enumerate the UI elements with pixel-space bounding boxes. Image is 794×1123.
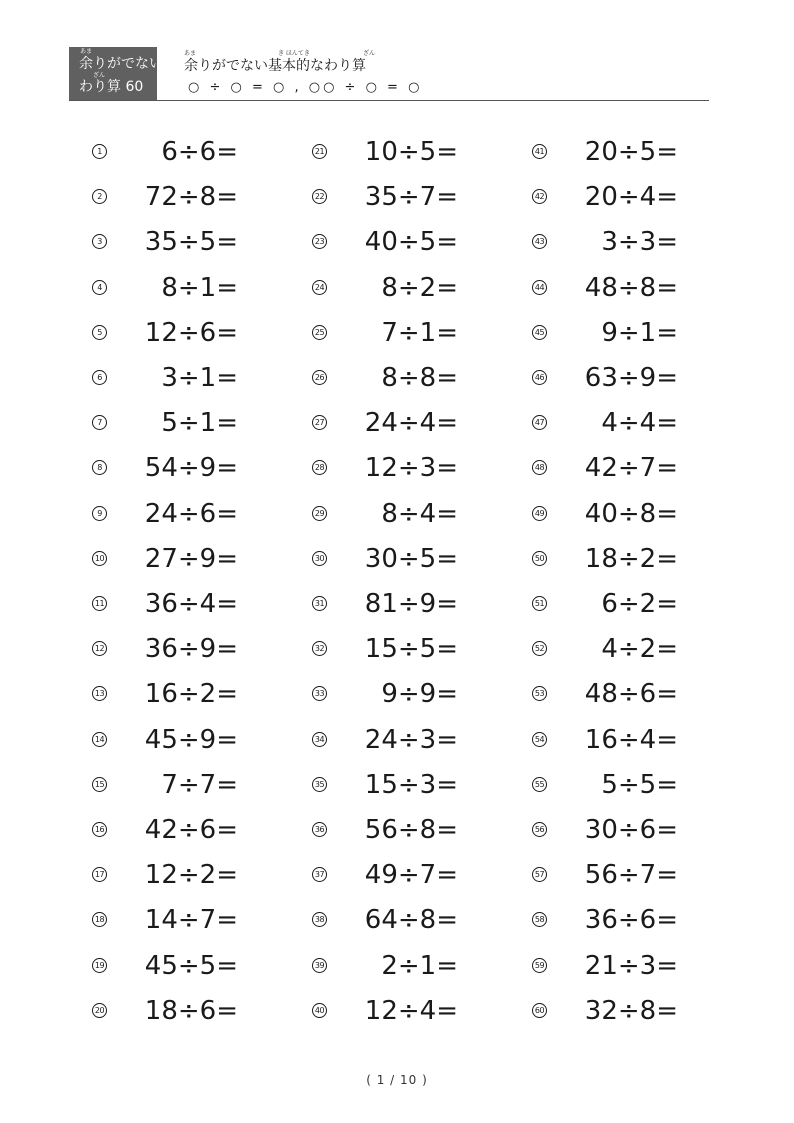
badge-title-line2: わり算 60: [79, 79, 144, 95]
problem-item: [92, 182, 292, 212]
problem-number: 52: [532, 641, 547, 656]
problem-number: 39: [312, 958, 327, 973]
problem-item: [92, 634, 292, 664]
problem-expression: 12÷4=: [364, 996, 458, 1026]
problem-item: [532, 544, 732, 574]
problem-expression: 6÷2=: [601, 589, 678, 619]
problem-number: 13: [92, 686, 107, 701]
problem-expression: 12÷2=: [144, 860, 238, 890]
problem-number: 57: [532, 867, 547, 882]
problem-item: [312, 815, 512, 845]
problem-expression: 24÷4=: [364, 408, 458, 438]
problem-number: 6: [92, 370, 107, 385]
problem-expression: 14÷7=: [144, 905, 238, 935]
problem-item: [312, 453, 512, 483]
badge-ruby-zan: ざん: [93, 72, 106, 79]
problem-expression: 10÷5=: [364, 137, 458, 167]
problem-number: 5: [92, 325, 107, 340]
problem-expression: 7÷1=: [381, 318, 458, 348]
problem-item: [92, 860, 292, 890]
problem-expression: 45÷9=: [144, 725, 238, 755]
problem-item: [532, 815, 732, 845]
problem-expression: 2÷1=: [381, 951, 458, 981]
problem-number: 26: [312, 370, 327, 385]
badge-ruby-ama: あま: [80, 48, 93, 55]
problem-number: 11: [92, 596, 107, 611]
problem-number: 10: [92, 551, 107, 566]
problem-item: [312, 318, 512, 348]
problem-item: [532, 363, 732, 393]
problem-number: 51: [532, 596, 547, 611]
problem-expression: 16÷2=: [144, 679, 238, 709]
problem-number: 24: [312, 280, 327, 295]
title-ruby-zan: ざん: [363, 50, 376, 57]
problem-item: [312, 589, 512, 619]
problem-number: 49: [532, 506, 547, 521]
problem-number: 27: [312, 415, 327, 430]
problem-item: [532, 634, 732, 664]
problem-expression: 20÷5=: [584, 137, 678, 167]
worksheet-title: 余りがでない基本的なわり算: [184, 58, 366, 74]
problem-item: [312, 725, 512, 755]
problem-item: [532, 273, 732, 303]
problem-item: [312, 996, 512, 1026]
problem-item: [92, 679, 292, 709]
problem-item: [532, 679, 732, 709]
problem-number: 22: [312, 189, 327, 204]
problem-number: 46: [532, 370, 547, 385]
problem-expression: 9÷1=: [601, 318, 678, 348]
problem-item: [92, 227, 292, 257]
problem-item: [532, 725, 732, 755]
problem-item: [532, 996, 732, 1026]
problem-expression: 20÷4=: [584, 182, 678, 212]
problem-expression: 48÷8=: [584, 273, 678, 303]
problem-expression: 15÷3=: [364, 770, 458, 800]
problem-item: [532, 589, 732, 619]
problem-item: [532, 499, 732, 529]
problem-number: 16: [92, 822, 107, 837]
problem-expression: 49÷7=: [364, 860, 458, 890]
problem-item: [312, 273, 512, 303]
problem-pattern: ○ ÷ ○ = ○ , ○○ ÷ ○ = ○: [188, 80, 423, 95]
problem-number: 41: [532, 144, 547, 159]
problem-item: [312, 679, 512, 709]
problem-number: 48: [532, 460, 547, 475]
problem-number: 45: [532, 325, 547, 340]
problem-item: [312, 408, 512, 438]
problem-item: [532, 453, 732, 483]
worksheet-badge: [69, 47, 163, 101]
problem-expression: 45÷5=: [144, 951, 238, 981]
problem-item: [92, 499, 292, 529]
problem-item: [312, 860, 512, 890]
problem-expression: 36÷4=: [144, 589, 238, 619]
problem-item: [92, 408, 292, 438]
problem-number: 23: [312, 234, 327, 249]
problem-item: [312, 227, 512, 257]
problem-item: [312, 363, 512, 393]
problem-number: 58: [532, 912, 547, 927]
problem-expression: 56÷8=: [364, 815, 458, 845]
problem-expression: 30÷5=: [364, 544, 458, 574]
problem-item: [92, 544, 292, 574]
problem-number: 38: [312, 912, 327, 927]
problem-item: [92, 273, 292, 303]
problem-number: 3: [92, 234, 107, 249]
problem-item: [92, 951, 292, 981]
problem-expression: 40÷5=: [364, 227, 458, 257]
problem-item: [312, 182, 512, 212]
problem-expression: 35÷7=: [364, 182, 458, 212]
problem-expression: 54÷9=: [144, 453, 238, 483]
problem-number: 60: [532, 1003, 547, 1018]
problem-number: 47: [532, 415, 547, 430]
problem-item: [92, 137, 292, 167]
problem-item: [312, 951, 512, 981]
problem-number: 12: [92, 641, 107, 656]
page-number: ( 1 / 10 ): [366, 1073, 428, 1087]
problem-number: 17: [92, 867, 107, 882]
problem-expression: 8÷2=: [381, 273, 458, 303]
problem-expression: 4÷2=: [601, 634, 678, 664]
problem-number: 1: [92, 144, 107, 159]
problem-expression: 63÷9=: [584, 363, 678, 393]
problem-item: [532, 137, 732, 167]
problem-number: 59: [532, 958, 547, 973]
problem-item: [312, 905, 512, 935]
problem-item: [92, 453, 292, 483]
problem-expression: 27÷9=: [144, 544, 238, 574]
problem-number: 33: [312, 686, 327, 701]
problem-number: 36: [312, 822, 327, 837]
problem-number: 18: [92, 912, 107, 927]
problem-expression: 64÷8=: [364, 905, 458, 935]
problem-number: 54: [532, 732, 547, 747]
worksheet-title-block: [180, 47, 708, 101]
badge-title-line1: 余りがでない: [79, 56, 163, 72]
problem-number: 7: [92, 415, 107, 430]
problem-number: 4: [92, 280, 107, 295]
problem-number: 50: [532, 551, 547, 566]
problem-expression: 40÷8=: [584, 499, 678, 529]
problem-expression: 35÷5=: [144, 227, 238, 257]
problem-number: 2: [92, 189, 107, 204]
title-ruby-ama: あま: [184, 50, 197, 57]
problem-expression: 24÷3=: [364, 725, 458, 755]
problem-item: [92, 996, 292, 1026]
problem-item: [92, 905, 292, 935]
problem-item: [312, 770, 512, 800]
problem-expression: 48÷6=: [584, 679, 678, 709]
problem-expression: 8÷4=: [381, 499, 458, 529]
problem-item: [312, 499, 512, 529]
problem-item: [92, 725, 292, 755]
problem-expression: 15÷5=: [364, 634, 458, 664]
problem-number: 40: [312, 1003, 327, 1018]
problem-expression: 32÷8=: [584, 996, 678, 1026]
problem-item: [92, 363, 292, 393]
problem-number: 29: [312, 506, 327, 521]
problem-number: 34: [312, 732, 327, 747]
problem-number: 19: [92, 958, 107, 973]
problem-item: [532, 860, 732, 890]
problem-expression: 18÷2=: [584, 544, 678, 574]
problem-expression: 3÷1=: [161, 363, 238, 393]
problem-expression: 8÷1=: [161, 273, 238, 303]
problem-number: 55: [532, 777, 547, 792]
problem-expression: 21÷3=: [584, 951, 678, 981]
problem-expression: 6÷6=: [161, 137, 238, 167]
problem-number: 30: [312, 551, 327, 566]
problem-expression: 56÷7=: [584, 860, 678, 890]
problem-item: [92, 815, 292, 845]
problem-number: 37: [312, 867, 327, 882]
problem-item: [532, 182, 732, 212]
problem-expression: 5÷1=: [161, 408, 238, 438]
problem-expression: 12÷3=: [364, 453, 458, 483]
problem-number: 21: [312, 144, 327, 159]
problem-expression: 81÷9=: [364, 589, 458, 619]
problem-item: [312, 634, 512, 664]
problem-number: 35: [312, 777, 327, 792]
problem-expression: 4÷4=: [601, 408, 678, 438]
problem-item: [532, 318, 732, 348]
problem-number: 42: [532, 189, 547, 204]
problem-expression: 42÷7=: [584, 453, 678, 483]
problem-expression: 7÷7=: [161, 770, 238, 800]
problem-number: 31: [312, 596, 327, 611]
problem-expression: 72÷8=: [144, 182, 238, 212]
problem-item: [532, 770, 732, 800]
header-divider: [69, 100, 709, 101]
problem-expression: 36÷6=: [584, 905, 678, 935]
problem-number: 28: [312, 460, 327, 475]
problem-number: 53: [532, 686, 547, 701]
problem-expression: 36÷9=: [144, 634, 238, 664]
problem-number: 9: [92, 506, 107, 521]
problem-item: [92, 770, 292, 800]
problem-expression: 18÷6=: [144, 996, 238, 1026]
problem-item: [532, 905, 732, 935]
problem-item: [312, 137, 512, 167]
problem-item: [92, 318, 292, 348]
problem-expression: 3÷3=: [601, 227, 678, 257]
problem-number: 32: [312, 641, 327, 656]
problem-expression: 42÷6=: [144, 815, 238, 845]
problem-item: [532, 951, 732, 981]
problem-number: 44: [532, 280, 547, 295]
problem-number: 56: [532, 822, 547, 837]
problem-item: [312, 544, 512, 574]
problem-expression: 9÷9=: [381, 679, 458, 709]
problem-item: [532, 227, 732, 257]
problem-number: 8: [92, 460, 107, 475]
problem-number: 14: [92, 732, 107, 747]
problem-expression: 24÷6=: [144, 499, 238, 529]
problem-number: 15: [92, 777, 107, 792]
problem-item: [532, 408, 732, 438]
problem-expression: 16÷4=: [584, 725, 678, 755]
problem-item: [92, 589, 292, 619]
problem-number: 43: [532, 234, 547, 249]
problem-expression: 30÷6=: [584, 815, 678, 845]
title-ruby-kihonteki: き ほんてき: [278, 50, 310, 57]
problem-number: 20: [92, 1003, 107, 1018]
problem-expression: 8÷8=: [381, 363, 458, 393]
problem-expression: 12÷6=: [144, 318, 238, 348]
problem-expression: 5÷5=: [601, 770, 678, 800]
problem-number: 25: [312, 325, 327, 340]
